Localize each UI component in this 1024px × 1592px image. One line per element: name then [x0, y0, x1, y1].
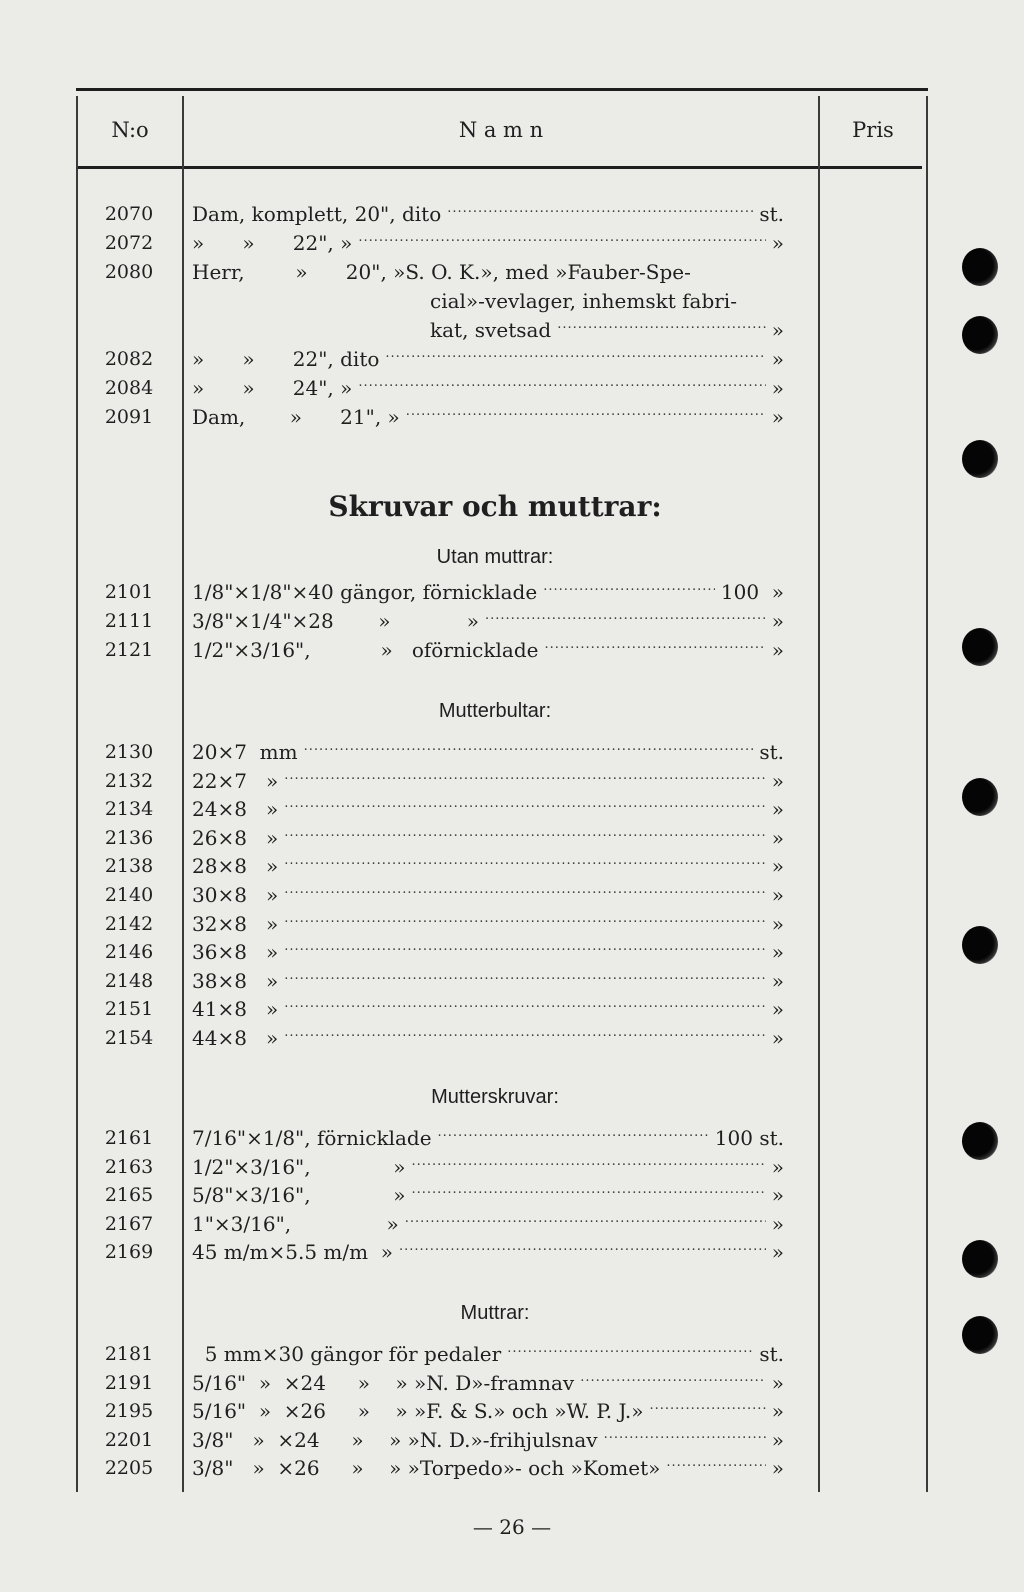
- item-number: 2163: [104, 1155, 154, 1178]
- item-name: » » 24", » ..... »: [192, 374, 784, 403]
- top-rule: [76, 88, 928, 91]
- item-number: 2169: [104, 1241, 154, 1264]
- item-price: »: [771, 968, 784, 993]
- item-name: 3/8" » ×26 » » »Torpedo»- och »Komet» ..... »: [192, 1454, 784, 1483]
- item-name: 5/16" » ×24 » » »N. D»-framnav ..... »: [192, 1369, 784, 1398]
- item-number: 2181: [104, 1343, 154, 1365]
- item-price: »: [771, 405, 784, 429]
- item-name: 26×8 » ..... »: [192, 824, 784, 853]
- binder-hole: [962, 1316, 998, 1354]
- item-name: » » 22", » ..... »: [192, 229, 784, 258]
- binder-hole: [962, 778, 998, 816]
- section-heading-screws-nuts: Skruvar och muttrar:: [328, 490, 662, 523]
- item-price: »: [771, 318, 784, 342]
- binder-hole: [962, 926, 998, 964]
- item-number: 2205: [104, 1457, 154, 1480]
- item-number: 2080: [104, 261, 154, 283]
- subsection-heading: Muttrar:: [460, 1302, 530, 1324]
- item-number: 2136: [104, 826, 154, 849]
- item-name: 7/16"×1/8", förnicklade ..... 100 st.: [192, 1124, 784, 1153]
- item-name: » » 22", dito ..... »: [192, 345, 784, 374]
- page-number: — 26 —: [472, 1515, 552, 1539]
- header-number: N:o: [111, 118, 149, 142]
- item-price: »: [771, 768, 784, 793]
- item-name: 32×8 » ..... »: [192, 910, 784, 939]
- item-name: 1/8"×1/8"×40 gängor, förnicklade ..... 100 »: [192, 578, 784, 607]
- item-price: »: [771, 1240, 784, 1265]
- column-divider-no: [182, 96, 184, 1492]
- item-number: 2072: [104, 232, 154, 254]
- binder-hole: [962, 1240, 998, 1278]
- item-price: 100 »: [720, 580, 784, 604]
- item-price: »: [771, 997, 784, 1022]
- item-name: 5/8"×3/16", » ..... »: [192, 1181, 784, 1210]
- item-name: 20×7 mm ..... st.: [192, 738, 784, 767]
- item-name: 1/2"×3/16", » ..... »: [192, 1153, 784, 1182]
- item-price: »: [771, 825, 784, 850]
- item-name: 22×7 » ..... »: [192, 767, 784, 796]
- item-number: 2154: [104, 1027, 154, 1049]
- item-name: Herr, » 20", »S. O. K.», med »Fauber-Spe-: [192, 260, 691, 284]
- item-number: 2195: [104, 1400, 154, 1423]
- item-name: 28×8 » ..... »: [192, 852, 784, 881]
- item-number: 2138: [104, 855, 154, 878]
- item-number: 2070: [104, 203, 154, 225]
- subsection-heading: Mutterbultar:: [438, 700, 552, 722]
- item-name: 1"×3/16", » ..... »: [192, 1210, 784, 1239]
- header-rule: [76, 166, 922, 169]
- item-name: 5 mm×30 gängor för pedaler ..... st.: [192, 1340, 784, 1369]
- item-name: 44×8 » ..... »: [192, 1024, 784, 1053]
- item-name: Dam, » 21", » ..... »: [192, 403, 784, 432]
- item-price: »: [771, 1399, 784, 1424]
- subsection-heading: Mutterskruvar:: [431, 1086, 559, 1108]
- item-number: 2140: [104, 884, 154, 906]
- item-name-continued: kat, svetsad ..... »: [430, 316, 784, 345]
- item-number: 2111: [104, 610, 154, 632]
- item-price: »: [771, 911, 784, 936]
- item-price: »: [771, 1370, 784, 1395]
- item-name: 45 m/m×5.5 m/m » ..... »: [192, 1238, 784, 1267]
- item-name: 36×8 » ..... »: [192, 938, 784, 967]
- item-number: 2191: [104, 1371, 154, 1394]
- item-price: st.: [759, 740, 784, 764]
- item-price: »: [771, 1427, 784, 1452]
- item-name: 41×8 » ..... »: [192, 995, 784, 1024]
- item-price: »: [771, 1211, 784, 1236]
- binder-hole: [962, 440, 998, 478]
- item-price: »: [771, 940, 784, 965]
- binder-hole: [962, 1122, 998, 1160]
- item-number: 2091: [104, 406, 154, 428]
- item-name: 24×8 » ..... »: [192, 795, 784, 824]
- item-price: st.: [759, 1342, 784, 1366]
- item-price: »: [771, 1026, 784, 1050]
- item-price: »: [771, 638, 784, 662]
- item-price: »: [771, 1154, 784, 1179]
- item-price: »: [771, 376, 784, 400]
- item-price: »: [771, 609, 784, 633]
- item-price: »: [771, 347, 784, 371]
- item-number: 2146: [104, 941, 154, 964]
- binder-hole: [962, 628, 998, 666]
- item-price: 100 st.: [714, 1126, 784, 1150]
- item-price: »: [771, 854, 784, 879]
- item-price: »: [771, 883, 784, 907]
- header-price: Pris: [852, 118, 894, 142]
- binder-hole: [962, 248, 998, 286]
- item-name: 3/8" » ×24 » » »N. D.»-frihjulsnav ..... »: [192, 1426, 784, 1455]
- column-divider-price: [818, 96, 820, 1492]
- item-price: »: [771, 1183, 784, 1208]
- item-number: 2134: [104, 798, 154, 821]
- item-number: 2151: [104, 998, 154, 1021]
- item-number: 2142: [104, 912, 154, 935]
- table-right-border: [926, 96, 928, 1492]
- table-left-border: [76, 96, 78, 1492]
- item-name: 1/2"×3/16", » oförnicklade ..... »: [192, 636, 784, 665]
- binder-hole: [962, 316, 998, 354]
- item-price: »: [771, 231, 784, 255]
- item-name: 30×8 » ..... »: [192, 881, 784, 910]
- item-price: »: [771, 797, 784, 822]
- item-number: 2121: [104, 639, 154, 661]
- item-price: st.: [759, 202, 784, 226]
- item-number: 2130: [104, 741, 154, 763]
- item-number: 2101: [104, 581, 154, 603]
- item-number: 2165: [104, 1184, 154, 1207]
- item-name-continued: cial»-vevlager, inhemskt fabri-: [430, 289, 737, 313]
- item-name: 5/16" » ×26 » » »F. & S.» och »W. P. J.» ..... »: [192, 1397, 784, 1426]
- item-number: 2161: [104, 1127, 154, 1149]
- item-name: 38×8 » ..... »: [192, 967, 784, 996]
- item-name: 3/8"×1/4"×28 » » ..... »: [192, 607, 784, 636]
- item-name: Dam, komplett, 20", dito ..... st.: [192, 200, 784, 229]
- item-number: 2082: [104, 348, 154, 370]
- item-number: 2167: [104, 1212, 154, 1235]
- item-number: 2201: [104, 1428, 154, 1451]
- item-number: 2084: [104, 377, 154, 399]
- item-price: »: [771, 1456, 784, 1481]
- item-number: 2132: [104, 769, 154, 792]
- header-name: N a m n: [458, 118, 544, 142]
- item-number: 2148: [104, 969, 154, 992]
- subsection-heading: Utan muttrar:: [436, 546, 554, 568]
